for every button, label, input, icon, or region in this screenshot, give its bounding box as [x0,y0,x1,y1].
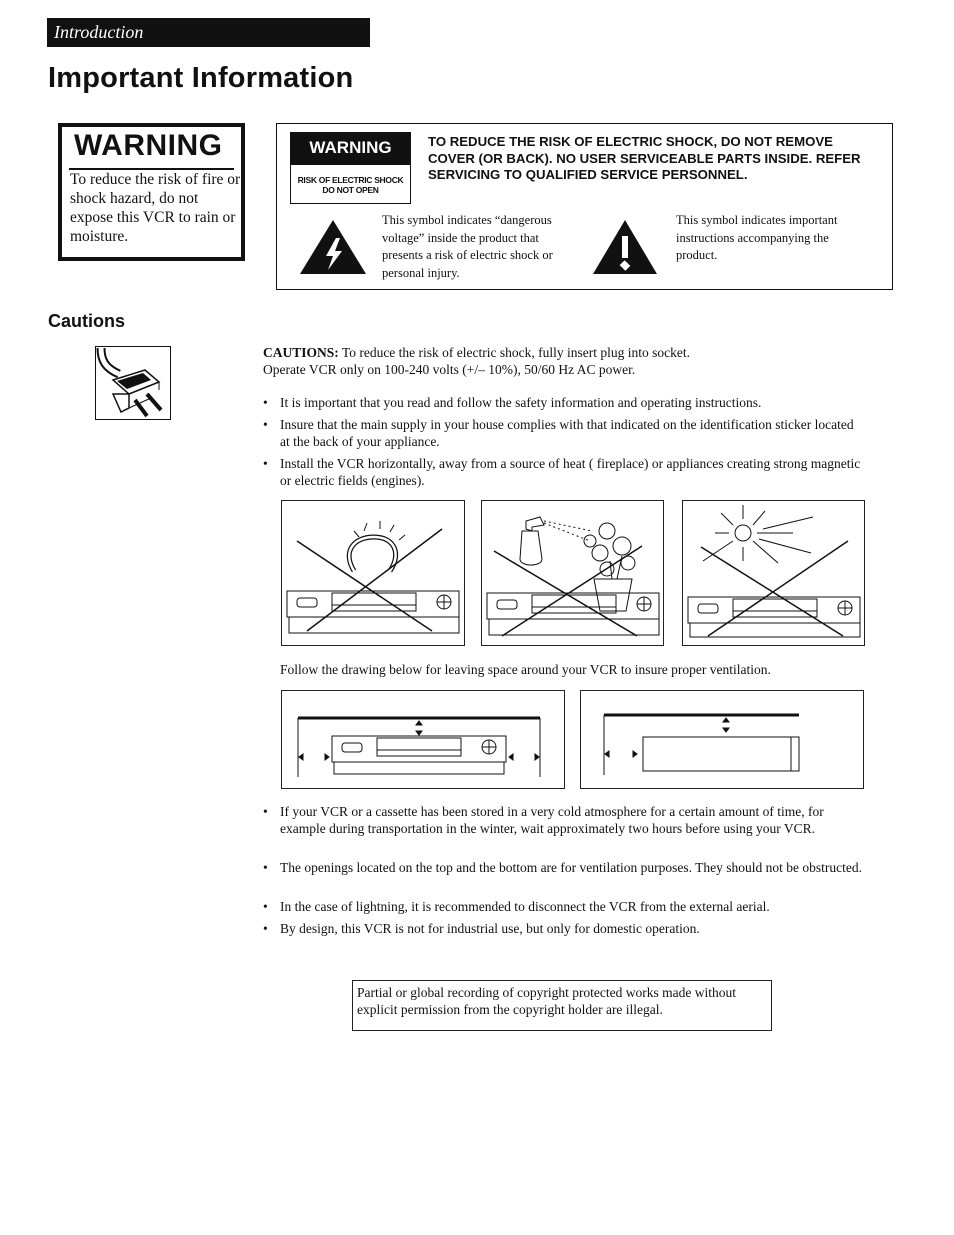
list-item [263,455,863,489]
list-item [263,859,863,876]
exclamation-triangle-icon [591,218,659,276]
shock-headline: TO REDUCE THE RISK OF ELECTRIC SHOCK, DO NOT REMOVE COVER (OR BACK). NO USER SERVICEABLE PARTS INSIDE. REFER SERVICING TO QUALIFIED SERVICE PERSONNEL. [428,134,861,182]
cautions-intro-line2: Operate VCR only on 100-240 volts (+/– 10%), 50/60 Hz AC power. [263,362,636,377]
ventilation-note: Follow the drawing below for leaving space around your VCR to insure proper ventilation. [280,662,771,677]
bullet-dot: • [263,899,268,914]
list-item-text: If your VCR or a cassette has been stored in a very cold atmosphere for a certain amount of time, for example during transportation in the winter, wait approximately two hours before using your VCR. [280,804,824,836]
risk-line-1: RISK OF ELECTRIC SHOCK [297,175,404,185]
list-item-text: In the case of lightning, it is recommended to disconnect the VCR from the external aerial. [280,899,770,914]
bullet-dot: • [263,456,268,471]
cautions-heading: Cautions [48,311,126,331]
list-item-text: Insure that the main supply in your house complies with that indicated on the identification sticker located at the back of your appliance. [280,417,854,449]
list-item [263,898,863,915]
list-item [263,803,863,837]
spray-plant-illustration [481,500,664,646]
list-item-text: By design, this VCR is not for industrial use, but only for domestic operation. [280,921,700,936]
bullet-dot: • [263,804,268,819]
warning-text: To reduce the risk of fire or shock hazard, do not expose this VCR to rain or moisture. [70,171,241,245]
shock-warning-label: WARNING [290,132,411,164]
cautions-intro-label: CAUTIONS: [263,345,339,360]
risk-of-shock-label [290,164,411,204]
lightning-triangle-icon [298,218,368,276]
list-item-text: The openings located on the top and the bottom are for ventilation purposes. They should not be obstructed. [280,860,862,875]
bullet-dot: • [263,921,268,936]
heat-source-illustration [281,500,465,646]
list-item [263,394,863,411]
sun-exposure-illustration [682,500,865,646]
risk-line-2: DO NOT OPEN [322,185,379,195]
plug-icon [95,346,171,420]
copyright-notice: Partial or global recording of copyright protected works made without explicit permission from the copyright holder are illegal. [352,980,772,1031]
section-tab: Introduction [47,18,370,47]
dangerous-voltage-text: This symbol indicates “dangerous voltage” inside the product that presents a risk of electric shock or personal injury. [382,213,553,280]
warning-heading: WARNING [74,129,223,162]
ventilation-side-illustration [580,690,864,789]
cautions-intro [263,344,883,378]
bullet-dot: • [263,395,268,410]
list-item-text: It is important that you read and follow the safety information and operating instructions. [280,395,762,410]
warning-box [58,123,245,261]
important-instructions-text: This symbol indicates important instructions accompanying the product. [676,213,838,262]
bullet-dot: • [263,860,268,875]
cautions-intro-line1: To reduce the risk of electric shock, fully insert plug into socket. [338,345,690,360]
page-title: Important Information [48,62,354,94]
list-item-text: Install the VCR horizontally, away from a source of heat ( fireplace) or appliances creating strong magnetic or electric fields (engines). [280,456,861,488]
bullet-dot: • [263,417,268,432]
list-item [263,416,863,450]
ventilation-front-illustration [281,690,565,789]
list-item [263,920,863,937]
